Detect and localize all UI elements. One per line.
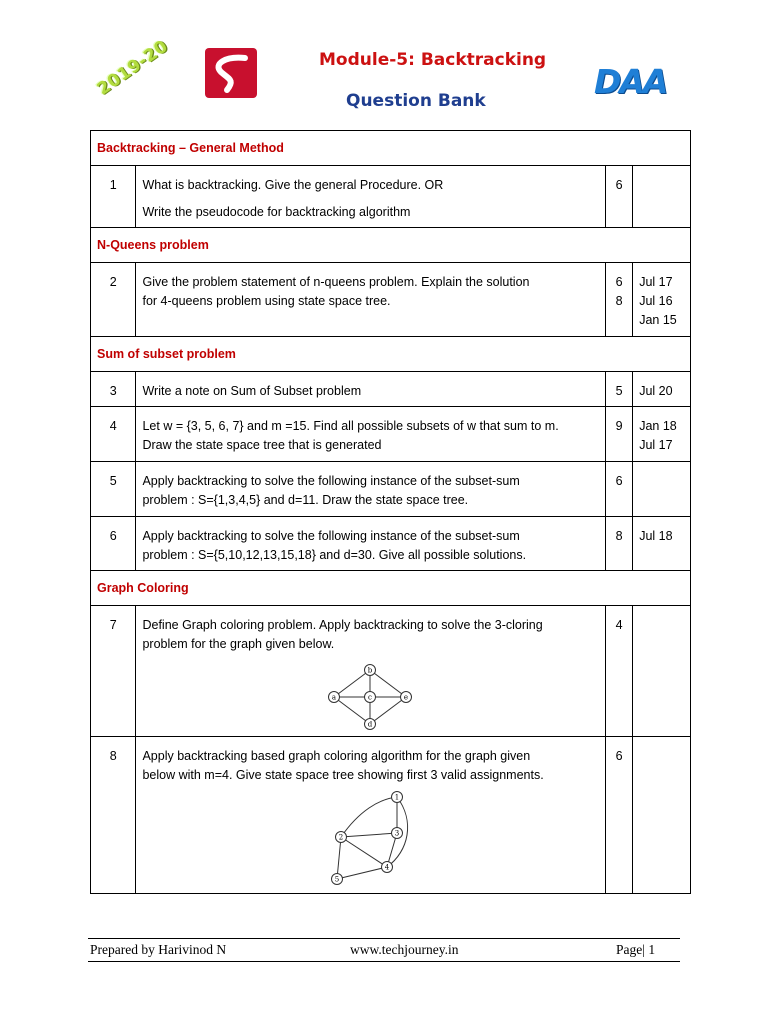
question-marks: 5 bbox=[615, 384, 623, 398]
question-number: 6 bbox=[109, 529, 117, 543]
section-title: Graph Coloring bbox=[91, 571, 691, 606]
institution-logo-icon bbox=[205, 48, 257, 98]
exam-date: Jul 16 bbox=[639, 294, 673, 308]
question-marks: 6 bbox=[615, 275, 623, 289]
question-text: Define Graph coloring problem. Apply backtracking to solve the 3-cloring bbox=[142, 618, 543, 632]
question-number: 8 bbox=[109, 749, 117, 763]
question-row bbox=[91, 462, 691, 517]
graph-node-label: e bbox=[403, 693, 408, 702]
question-number: 4 bbox=[109, 419, 117, 433]
section-row bbox=[91, 571, 691, 606]
question-number: 1 bbox=[109, 178, 117, 192]
question-table bbox=[90, 130, 691, 894]
question-text: problem : S={1,3,4,5} and d=11. Draw the state space tree. bbox=[142, 493, 469, 507]
question-row bbox=[91, 407, 691, 462]
question-text: Apply backtracking to solve the following instance of the subset-sum bbox=[142, 529, 520, 543]
exam-date: Jan 15 bbox=[639, 313, 677, 327]
graph-node-label: b bbox=[367, 666, 372, 675]
question-text: Let w = {3, 5, 6, 7} and m =15. Find all possible subsets of w that sum to m. bbox=[142, 419, 559, 433]
year-badge: 2019-20 bbox=[93, 36, 172, 100]
footer-divider bbox=[88, 938, 680, 939]
question-row bbox=[91, 737, 691, 894]
section-row bbox=[91, 131, 691, 166]
question-text: problem for the graph given below. bbox=[142, 637, 335, 651]
exam-date: Jul 18 bbox=[639, 529, 673, 543]
graph-figure-q7 bbox=[326, 664, 416, 730]
question-number: 3 bbox=[109, 384, 117, 398]
question-number: 5 bbox=[109, 474, 117, 488]
question-number: 7 bbox=[109, 618, 117, 632]
graph-node-label: a bbox=[331, 693, 336, 702]
question-text: Apply backtracking to solve the following instance of the subset-sum bbox=[142, 474, 520, 488]
question-text: below with m=4. Give state space tree showing first 3 valid assignments. bbox=[142, 768, 544, 782]
graph-node-label: 5 bbox=[334, 875, 339, 884]
exam-date: Jul 20 bbox=[639, 384, 673, 398]
question-row bbox=[91, 166, 691, 228]
question-text: Draw the state space tree that is generated bbox=[142, 438, 382, 452]
footer-divider bbox=[88, 961, 680, 962]
question-text: What is backtracking. Give the general Procedure. OR bbox=[142, 178, 444, 192]
question-marks: 6 bbox=[615, 474, 623, 488]
question-row bbox=[91, 517, 691, 571]
exam-date: Jul 17 bbox=[639, 275, 673, 289]
graph-figure-q8 bbox=[329, 791, 413, 887]
graph-node-label: 2 bbox=[338, 833, 343, 842]
graph-node-label: 4 bbox=[384, 863, 389, 872]
section-title: N-Queens problem bbox=[91, 228, 691, 263]
question-row bbox=[91, 606, 691, 737]
section-row bbox=[91, 228, 691, 263]
section-title: Backtracking – General Method bbox=[91, 131, 691, 166]
question-row bbox=[91, 372, 691, 407]
footer-website: www.techjourney.in bbox=[350, 942, 459, 957]
question-marks: 6 bbox=[615, 749, 623, 763]
question-text: Give the problem statement of n-queens problem. Explain the solution bbox=[142, 275, 530, 289]
section-title: Sum of subset problem bbox=[91, 337, 691, 372]
question-marks: 9 bbox=[615, 419, 623, 433]
question-number: 2 bbox=[109, 275, 117, 289]
question-text: Write the pseudocode for backtracking algorithm bbox=[142, 205, 411, 219]
question-text: for 4-queens problem using state space tree. bbox=[142, 294, 391, 308]
graph-node-label: d bbox=[367, 720, 372, 729]
question-text: Apply backtracking based graph coloring algorithm for the graph given bbox=[142, 749, 531, 763]
page-number: Page| 1 bbox=[616, 942, 656, 957]
section-row bbox=[91, 337, 691, 372]
course-logo: DAA bbox=[594, 62, 667, 101]
graph-node-label: 3 bbox=[394, 829, 399, 838]
question-marks: 6 bbox=[615, 178, 623, 192]
exam-date: Jul 17 bbox=[639, 438, 673, 452]
question-text: problem : S={5,10,12,13,15,18} and d=30. Give all possible solutions. bbox=[142, 548, 527, 562]
exam-date: Jan 18 bbox=[639, 419, 677, 433]
graph-node-label: 1 bbox=[394, 793, 399, 802]
footer-author: Prepared by Harivinod N bbox=[90, 942, 227, 957]
question-marks: 8 bbox=[615, 529, 623, 543]
question-text: Write a note on Sum of Subset problem bbox=[142, 384, 362, 398]
question-marks: 8 bbox=[615, 294, 623, 308]
page-title: Module-5: Backtracking bbox=[319, 50, 547, 70]
page-subtitle: Question Bank bbox=[346, 91, 486, 111]
question-row bbox=[91, 263, 691, 337]
graph-node-label: c bbox=[367, 693, 372, 702]
question-marks: 4 bbox=[615, 618, 623, 632]
